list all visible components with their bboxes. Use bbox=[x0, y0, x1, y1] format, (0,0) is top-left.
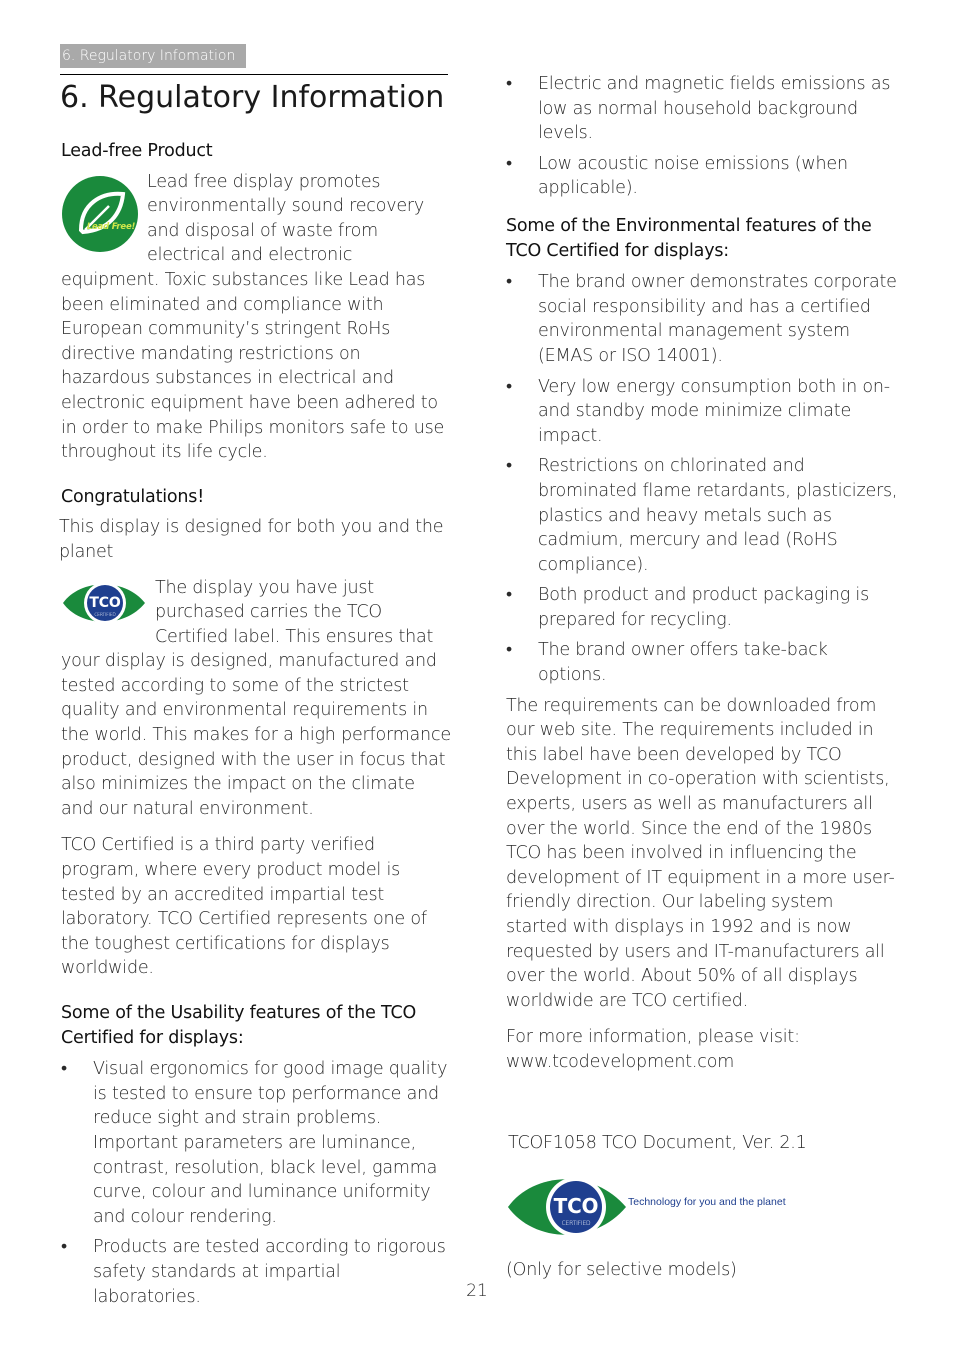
bullet: • bbox=[506, 456, 512, 477]
list-item: • Visual ergonomics for good image quality is tested to ensure top performance and reduce sight and strain problems. Important parameters are luminance, contrast, resolution, black level, gamma curve, colour and luminance uniformity and colour rendering. bbox=[61, 1059, 448, 1227]
list-item: • Restrictions on chlorinated and brominated flame retardants, plasticizers, plastics and heavy metals such as cadmium, mercury and lead (RoHS compliance). bbox=[506, 456, 898, 575]
logo-tagline: Technology for you and the planet bbox=[628, 1196, 786, 1209]
tco-large-logo-text: TCO bbox=[553, 1194, 599, 1219]
environmental-heading: Some of the Environmental features of the TCO Certified for displays: bbox=[506, 215, 872, 261]
bullet: • bbox=[506, 272, 512, 293]
usability-list-continued bbox=[506, 72, 898, 201]
tco-large-logo-subtext: CERTIFIED bbox=[561, 1220, 591, 1228]
document-reference: TCOF1058 TCO Document, Ver. 2.1 bbox=[508, 1132, 807, 1153]
list-item: • The brand owner offers take-back options. bbox=[506, 640, 828, 686]
requirements-paragraph: The requirements can be downloaded from our web site. The requirements included in this label have been developed by TCO Development in co-operation with scientists, experts, users as well as manufacturers all over the world. Since the end of the 1980s TCO has been involved in influencing the development of IT equipment in a more user-friendly direction. Our labeling system started with displays in 1992 and is now requested by users and IT-manufacturers all over the world. About 50% of all displays worldwide are TCO certified. bbox=[506, 695, 895, 1011]
tco-certified-logo bbox=[61, 574, 147, 632]
bullet: • bbox=[506, 74, 512, 94]
leadfree-paragraph: Lead free display promotes environmentally sound recovery and disposal of waste from electrical and electronic equipment. Toxic substances like Lead has been eliminated and compliance with European community’s stringent RoHs directive mandating restrictions on hazardous substances in electrical and electronic equipment have been adhered to in order to make Philips monitors safe to use throughout its life cycle. bbox=[61, 171, 445, 463]
bullet: • bbox=[506, 153, 512, 174]
list-item: • Low acoustic noise emissions (when applicable). bbox=[506, 153, 848, 199]
bullet: • bbox=[61, 1237, 67, 1258]
tco-certified-large-logo bbox=[506, 1167, 628, 1247]
leadfree-section bbox=[61, 170, 451, 465]
bullet: • bbox=[506, 376, 512, 397]
lead-free-logo bbox=[61, 174, 139, 254]
tco-logo-text: TCO bbox=[89, 594, 121, 611]
tco-program-paragraph: TCO Certified is a third party verified program, where every product model is tested by an accredited impartial test laboratory. TCO Certified represents one of the toughest certifications for displays worldwide. bbox=[61, 835, 427, 979]
left-column bbox=[61, 139, 451, 1309]
bullet: • bbox=[506, 640, 512, 661]
more-info-label: For more information, please visit: bbox=[506, 1027, 800, 1048]
bullet: • bbox=[61, 1059, 67, 1080]
bullet: • bbox=[506, 585, 512, 606]
leadfree-heading: Lead-free Product bbox=[61, 141, 213, 161]
page-title: 6. Regulatory Information bbox=[60, 80, 445, 115]
lead-free-logo-text: Lead Free! bbox=[86, 221, 136, 232]
usability-list bbox=[61, 1057, 451, 1309]
tco-certified-badge bbox=[506, 1167, 898, 1247]
header-rule bbox=[60, 74, 448, 75]
tco-paragraph: The display you have just purchased carries the TCO Certified label. This ensures that your display is designed, manufactured and tested according to some of the strictest quality and environmental requirements in the world. This makes for a high performance product, designed with the user in focus that also minimizes the impact on the climate and our natural environment. bbox=[61, 577, 451, 819]
list-item: • The brand owner demonstrates corporate social responsibility and has a certified environmental management system (EMAS or ISO 14001). bbox=[506, 272, 897, 366]
page-number: 21 bbox=[466, 1281, 488, 1301]
congratulations-heading: Congratulations! bbox=[61, 486, 205, 507]
tco-section bbox=[61, 576, 451, 822]
section-header-tab: 6. Regulatory Infomation bbox=[60, 44, 246, 68]
list-item: • Very low energy consumption both in on- and standby mode minimize climate impact. bbox=[506, 376, 890, 446]
list-item: • Products are tested according to rigorous safety standards at impartial laboratories. bbox=[61, 1237, 446, 1307]
usability-heading: Some of the Usability features of the TCO Certified for displays: bbox=[61, 1003, 417, 1048]
right-column bbox=[506, 72, 898, 1283]
tco-logo-subtext: CERTIFIED bbox=[94, 612, 116, 618]
environmental-list bbox=[506, 270, 898, 688]
more-info-link[interactable]: www.tcodevelopment.com bbox=[506, 1051, 735, 1072]
list-item: • Electric and magnetic fields emissions as low as normal household background levels. bbox=[506, 74, 891, 144]
congratulations-subtitle: This display is designed for both you and the planet bbox=[59, 517, 444, 562]
selective-models-note: (Only for selective models) bbox=[506, 1260, 737, 1281]
list-item: • Both product and product packaging is prepared for recycling. bbox=[506, 585, 870, 630]
